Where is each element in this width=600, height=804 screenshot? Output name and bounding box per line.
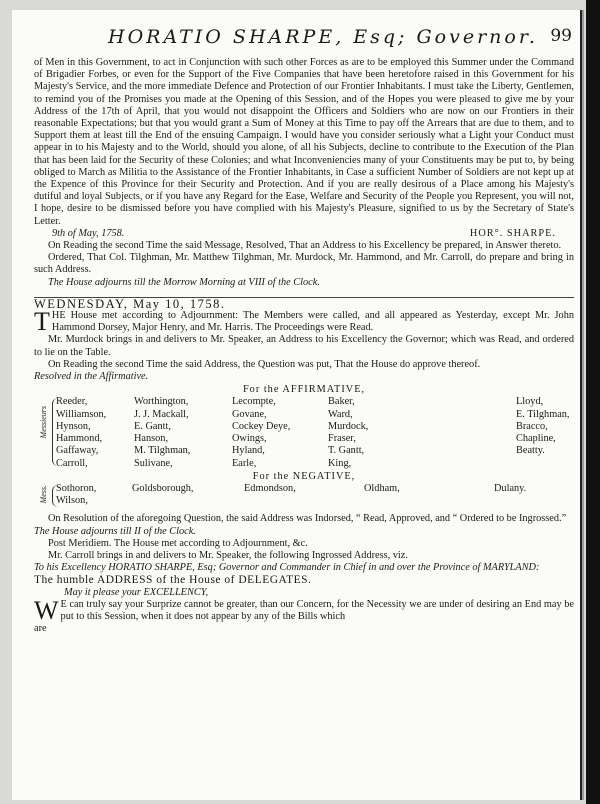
member-name: E. Gantt, — [134, 420, 171, 432]
member-name: Fraser, — [328, 433, 356, 445]
member-name: Wilson, — [56, 495, 88, 507]
member-name: Bracco, — [516, 420, 548, 432]
member-name — [422, 458, 516, 470]
member-name: Govane, — [232, 408, 267, 420]
member-name — [422, 445, 516, 457]
member-name: Cockey Deye, — [232, 420, 291, 432]
drop-cap-w: W — [34, 595, 59, 625]
member-name — [494, 495, 574, 507]
affirmative-heading: For the AFFIRMATIVE, — [242, 384, 366, 396]
body-text — [34, 57, 574, 635]
member-name: Hynson, — [56, 420, 91, 432]
carroll-paragraph: Mr. Carroll brings in and delivers to Mr. Speaker, the following Ingrossed Address, viz. — [48, 549, 408, 561]
murdock-paragraph: Mr. Murdock brings in and delivers to Mr. Speaker, an Address to his Excellency the Governor; which was Read, and ordered to lie on the Table. — [34, 334, 574, 358]
brace — [52, 485, 59, 507]
adjourn-note-2: The House adjourns till II of the Clock. — [34, 525, 196, 537]
member-name — [244, 495, 364, 507]
member-name: Goldsborough, — [132, 482, 194, 494]
member-name: Worthington, — [134, 396, 189, 408]
member-name: King, — [328, 457, 352, 469]
member-name: Gaffaway, — [56, 445, 99, 457]
signature-line — [34, 228, 574, 240]
member-name — [422, 409, 516, 421]
signature-name: HOR°. SHARPE. — [469, 227, 556, 239]
messieurs-label: Messieurs — [39, 406, 48, 439]
message-paragraph: of Men in this Government, to act in Conjunction with such other Forces as are to be employed this Summer under the Command of Brigadier Forbes, or even for the Support of the Five Companies that have been heretofore raised in this Government for his Majesty's Service, and the more immediate Defence and Protection of our Frontier Inhabitants. I must take the Liberty, Gentlemen, to remind you of the Promises you made at the Opening of this Session, and of the Hopes you were pleased to give me by your Address of the 17th of April, that you would not disappoint the Officers and Soldiers who are now on our Frontiers in their reasonable Expectations; but that you would grant a Sum of Money at this Time to pay off the Arrears that are due to them, and to Support them at least till the End of the ensuing Campaign. I would have you consider seriously what a Light your Conduct must appear in to his Majesty and to the World, should you alone, of all his Subjects, decline to contribute to the Execution of the Plan that has been laid for the Security of these Colonies; and what Inconveniencies many of your Constituents may be put to, by being obliged to March as Militia to the Assistance of the Frontier Inhabitants, in Case a sufficient Number of Soldiers are not kept up at the Expence of this Province for their Security and Protection. And if you are really desirous of a Place among his Majesty's dutiful and loyal Subjects, or if you have any Regard for the Ease, Welfare and Security of the People you Represent, you will not, I hope, desire to be dismissed before you have complied with his Majesty's Pleasure, signified to us by the Secretary of State's Letter. — [34, 57, 574, 227]
member-name — [422, 396, 516, 408]
member-name: Dulany. — [494, 482, 527, 494]
day-heading: WEDNESDAY, May 10, 1758. — [34, 296, 226, 311]
post-meridiem: Post Meridiem. The House met according to Adjournment, &c. — [48, 537, 308, 549]
catchword: are — [34, 623, 47, 635]
member-name: Beatty. — [516, 445, 545, 457]
resolved-paragraph: On Reading the second Time the said Message, Resolved, That an Address to his Excellency be prepared, in Answer thereto. — [48, 240, 562, 252]
member-name: Reeder, — [56, 396, 88, 408]
affirmative-names — [56, 396, 574, 469]
we-paragraph — [34, 595, 574, 625]
member-name: Sothoron, — [56, 482, 97, 494]
may-it-please: May it please your EXCELLENCY, — [64, 586, 209, 598]
reading-paragraph: On Reading the second Time the said Address, the Question was put, That the House do approve thereof. — [48, 358, 481, 370]
member-name — [516, 458, 580, 470]
member-name — [422, 421, 516, 433]
member-name: Hammond, — [56, 433, 103, 445]
member-name: Murdock, — [328, 420, 369, 432]
adjourn-note: The House adjourns till the Morrow Morning at VIII of the Clock. — [48, 276, 320, 288]
member-name: Hyland, — [232, 445, 265, 457]
member-name — [422, 433, 516, 445]
resolution-paragraph: On Resolution of the aforegoing Question, the said Address was Indorsed, “ Read, Approved, and “ Ordered to be Ingrossed.” — [48, 513, 567, 525]
member-name: Ward, — [328, 408, 353, 420]
member-name: Chapline, — [516, 433, 556, 445]
header-title: HORATIO SHARPE, Esq; Governor. — [108, 26, 538, 48]
drop-cap-t: T — [34, 307, 50, 337]
negative-heading: For the NEGATIVE, — [252, 470, 356, 482]
member-name: Sulivane, — [134, 457, 173, 469]
to-excellency: To his Excellency HORATIO SHARPE, Esq; Governor and Commander in Chief in and over the Province of MARYLAND: — [34, 562, 540, 574]
member-name: Carroll, — [56, 457, 88, 469]
member-name: Lloyd, — [516, 396, 544, 408]
running-header — [52, 26, 572, 54]
member-name: Earle, — [232, 457, 257, 469]
member-name: T. Gantt, — [328, 445, 365, 457]
member-name: Lecompte, — [232, 396, 276, 408]
brace — [52, 398, 59, 466]
we-text: E can truly say your Surprize cannot be greater, than our Concern, for the Necessity we are under of desiring an End may be put to this Session, when it does not appear by any of the Bills which — [60, 598, 574, 622]
member-name: Oldham, — [364, 482, 400, 494]
member-name — [132, 495, 244, 507]
negative-names — [56, 483, 574, 507]
member-name: Williamson, — [56, 408, 107, 420]
member-name: Owings, — [232, 433, 267, 445]
humble-address-title: The humble ADDRESS of the House of DELEGATES. — [34, 574, 312, 587]
page-edge-shadow — [586, 0, 600, 804]
page-number: 99 — [550, 26, 572, 46]
ordered-paragraph: Ordered, That Col. Tilghman, Mr. Matthew Tilghman, Mr. Murdock, Mr. Hammond, and Mr. Carroll, do prepare and bring in such Address. — [34, 252, 574, 276]
mess-label: Mess. — [39, 484, 48, 504]
document-page — [12, 10, 580, 800]
affirmative-vote — [34, 384, 574, 469]
resolved-affirmative: Resolved in the Affirmative. — [34, 371, 149, 383]
member-name: Edmondson, — [244, 482, 296, 494]
met-paragraph — [34, 307, 574, 337]
member-name: Hanson, — [134, 433, 169, 445]
member-name — [364, 495, 494, 507]
member-name: J. J. Mackall, — [134, 408, 189, 420]
met-text: HE House met according to Adjournment: The Members were called, and all appeared as Yesterday, except Mr. John Hammond Dorsey, Major Henry, and Mr. Harris. The Proceedings were Read. — [51, 310, 574, 334]
member-name: E. Tilghman, — [516, 408, 570, 420]
member-name: M. Tilghman, — [134, 445, 191, 457]
signature-date: 9th of May, 1758. — [52, 227, 125, 239]
negative-vote — [34, 471, 574, 508]
member-name: Baker, — [328, 396, 355, 408]
